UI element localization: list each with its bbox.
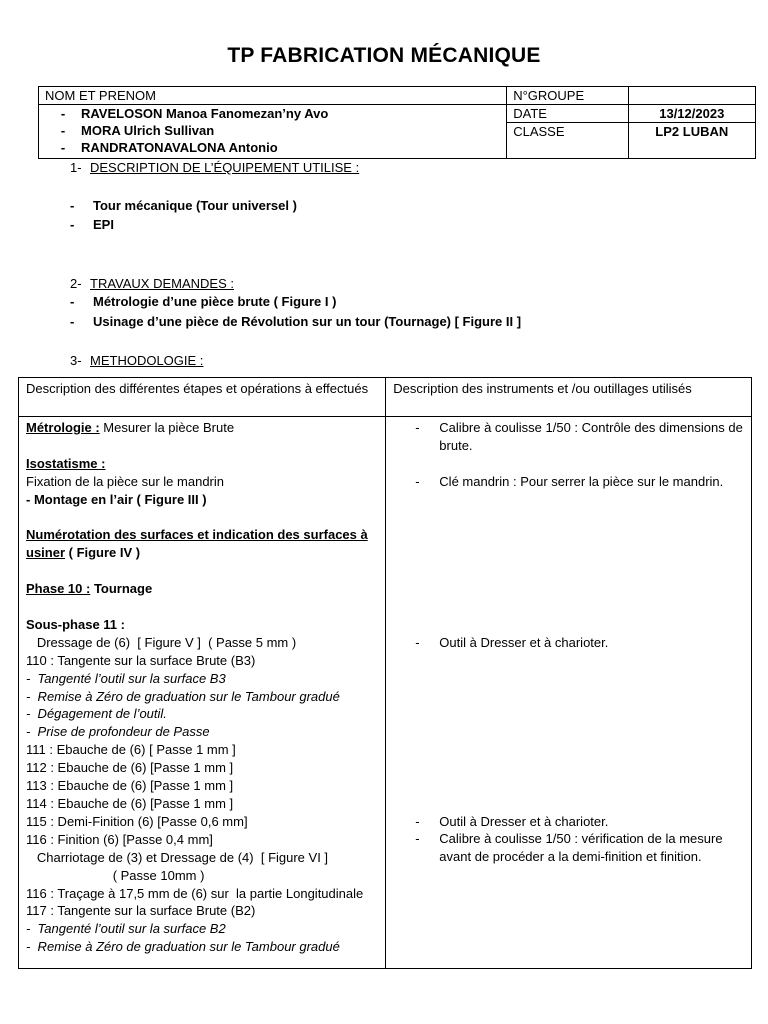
- member-name: RAVELOSON Manoa Fanomezan’ny Avo: [81, 106, 329, 121]
- numerotation-suffix: ( Figure IV ): [65, 545, 141, 561]
- section2-heading: 2- TRAVAUX DEMANDES :: [70, 276, 234, 291]
- group-value: [628, 87, 755, 105]
- tools-cell: [386, 417, 752, 969]
- date-label: DATE: [507, 105, 628, 123]
- phase-label: Phase 10 :: [26, 581, 91, 597]
- col2-header: Description des instruments et /ou outillages utilisés: [386, 378, 752, 417]
- date-value: 13/12/2023: [628, 105, 755, 123]
- step-line: 116 : Traçage à 17,5 mm de (6) sur la partie Longitudinale: [26, 885, 364, 901]
- steps-cell: [19, 417, 386, 969]
- section3-heading: 3- METHODOLOGIE :: [70, 353, 204, 368]
- section2-item: - Usinage d’une pièce de Révolution sur un tour (Tournage) [ Figure II ]: [70, 314, 522, 329]
- metrologie-text: Mesurer la pièce Brute: [99, 420, 235, 435]
- step-line: Charriotage de (3) et Dressage de (4) [ Figure VI ]: [26, 849, 329, 865]
- step-line: 110 : Tangente sur la surface Brute (B3): [26, 652, 256, 668]
- sousphase-label: Sous-phase 11 :: [26, 616, 125, 632]
- section1-item: - EPI: [70, 217, 114, 232]
- section1-item: - Tour mécanique (Tour universel ): [70, 198, 297, 213]
- section1-heading: 1- DESCRIPTION DE L’ÉQUIPEMENT UTILISE :: [70, 160, 360, 175]
- tool-item: - Calibre à coulisse 1/50 : vérification de la mesure avant de procéder a la demi-finition et finition.: [415, 831, 723, 865]
- group-label: N°GROUPE: [507, 87, 628, 105]
- members-cell: - RAVELOSON Manoa Fanomezan’ny Avo - MORA Ulrich Sullivan - RANDRATONAVALONA Antonio: [39, 105, 507, 159]
- step-line: 111 : Ebauche de (6) [ Passe 1 mm ]: [26, 742, 236, 758]
- step-line: - Remise à Zéro de graduation sur le Tambour gradué: [26, 688, 340, 704]
- step-line: ( Passe 10mm ): [26, 867, 205, 883]
- tool-item: - Outil à Dresser et à charioter.: [415, 813, 609, 829]
- step-line: 113 : Ebauche de (6) [Passe 1 mm ]: [26, 778, 234, 794]
- numerotation-label: Numérotation des surfaces et indication des surfaces à usiner: [26, 527, 368, 561]
- tool-item: - Clé mandrin : Pour serrer la pièce sur le mandrin.: [415, 473, 724, 489]
- step-line: 115 : Demi-Finition (6) [Passe 0,6 mm]: [26, 813, 248, 829]
- header-table: [38, 86, 756, 159]
- step-line: 112 : Ebauche de (6) [Passe 1 mm ]: [26, 760, 234, 776]
- member-name: RANDRATONAVALONA Antonio: [81, 140, 278, 155]
- methodology-table: [18, 377, 752, 969]
- section2-item: - Métrologie d’une pièce brute ( Figure I ): [70, 294, 337, 309]
- montage-text: - Montage en l’air ( Figure III ): [26, 491, 207, 507]
- metrologie-label: Métrologie :: [26, 420, 100, 435]
- class-label: CLASSE: [507, 123, 628, 159]
- step-line: - Tangenté l’outil sur la surface B2: [26, 921, 226, 937]
- step-line: - Prise de profondeur de Passe: [26, 724, 210, 740]
- class-value: LP2 LUBAN: [628, 123, 755, 159]
- col1-header: Description des différentes étapes et opérations à effectués: [19, 378, 386, 417]
- step-line: - Remise à Zéro de graduation sur le Tambour gradué: [26, 939, 340, 955]
- phase-text: Tournage: [90, 581, 153, 597]
- member-name: MORA Ulrich Sullivan: [81, 123, 215, 138]
- step-line: 116 : Finition (6) [Passe 0,4 mm]: [26, 831, 213, 847]
- step-line: Dressage de (6) [ Figure V ] ( Passe 5 mm ): [26, 634, 297, 650]
- tool-item: - Calibre à coulisse 1/50 : Contrôle des dimensions de brute.: [415, 420, 743, 453]
- document-title: TP FABRICATION MÉCANIQUE: [227, 44, 541, 67]
- step-lines: [26, 634, 378, 956]
- isostatisme-label: Isostatisme :: [26, 455, 106, 471]
- step-line: 117 : Tangente sur la surface Brute (B2): [26, 903, 256, 919]
- step-line: 114 : Ebauche de (6) [Passe 1 mm ]: [26, 795, 234, 811]
- step-line: - Dégagement de l’outil.: [26, 706, 167, 722]
- tool-item: - Outil à Dresser et à charioter.: [415, 634, 609, 650]
- isostatisme-text: Fixation de la pièce sur le mandrin: [26, 473, 224, 489]
- step-line: - Tangenté l’outil sur la surface B3: [26, 670, 226, 686]
- name-label: NOM ET PRENOM: [39, 87, 507, 105]
